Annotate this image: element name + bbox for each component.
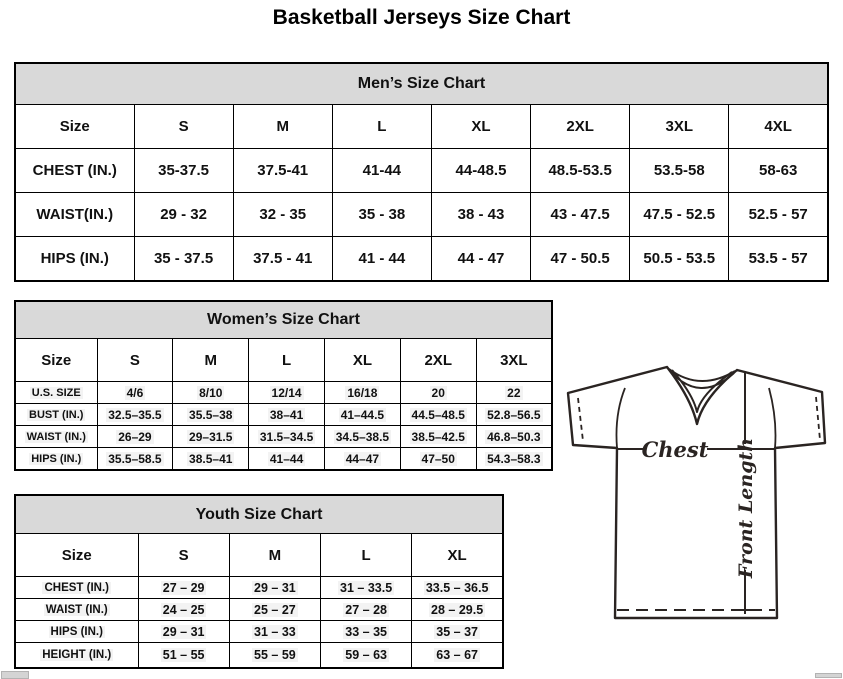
table-row	[15, 621, 503, 643]
cell-value: 38 - 43	[431, 193, 530, 237]
cell-value: 44.5–48.5	[400, 404, 476, 426]
cell-value: 52.5 - 57	[729, 193, 828, 237]
table-row	[15, 382, 552, 404]
row-label: HEIGHT (IN.)	[15, 643, 138, 669]
column-header: Size	[15, 105, 134, 149]
cell-value: 48.5-53.5	[531, 149, 630, 193]
cell-value: 35 - 38	[332, 193, 431, 237]
table-row	[15, 426, 552, 448]
cell-value: 26–29	[97, 426, 173, 448]
column-header: 4XL	[729, 105, 828, 149]
cell-value: 20	[400, 382, 476, 404]
cell-value: 63 – 67	[412, 643, 503, 669]
cell-value: 35.5–58.5	[97, 448, 173, 471]
row-label: HIPS (IN.)	[15, 237, 134, 282]
mens-table-title: Men’s Size Chart	[15, 63, 828, 105]
row-label: U.S. SIZE	[15, 382, 97, 404]
cell-value: 31 – 33	[229, 621, 320, 643]
cell-value: 54.3–58.3	[476, 448, 552, 471]
mens-header-row	[15, 105, 828, 149]
column-header: S	[134, 105, 233, 149]
table-row	[15, 448, 552, 471]
womens-header-row	[15, 339, 552, 382]
cell-value: 38.5–42.5	[400, 426, 476, 448]
cell-value: 41 - 44	[332, 237, 431, 282]
cell-value: 41-44	[332, 149, 431, 193]
row-label: HIPS (IN.)	[15, 448, 97, 471]
cell-value: 35 - 37.5	[134, 237, 233, 282]
row-label: HIPS (IN.)	[15, 621, 138, 643]
cell-value: 37.5 - 41	[233, 237, 332, 282]
cell-value: 24 – 25	[138, 599, 229, 621]
cell-value: 31.5–34.5	[249, 426, 325, 448]
cell-value: 12/14	[249, 382, 325, 404]
column-header: M	[229, 534, 320, 577]
cell-value: 35 – 37	[412, 621, 503, 643]
column-header: L	[249, 339, 325, 382]
table-row	[15, 404, 552, 426]
cell-value: 53.5-58	[630, 149, 729, 193]
cell-value: 32 - 35	[233, 193, 332, 237]
cell-value: 37.5-41	[233, 149, 332, 193]
cell-value: 31 – 33.5	[321, 577, 412, 599]
cell-value: 33 – 35	[321, 621, 412, 643]
cell-value: 28 – 29.5	[412, 599, 503, 621]
jersey-outline-icon	[568, 367, 825, 618]
cell-value: 33.5 – 36.5	[412, 577, 503, 599]
column-header: S	[97, 339, 173, 382]
row-label: CHEST (IN.)	[15, 577, 138, 599]
cell-value: 47–50	[400, 448, 476, 471]
cell-value: 4/6	[97, 382, 173, 404]
column-header: Size	[15, 534, 138, 577]
cell-value: 52.8–56.5	[476, 404, 552, 426]
cell-value: 41–44	[249, 448, 325, 471]
front-length-label: Front Length	[735, 437, 757, 579]
cell-value: 27 – 29	[138, 577, 229, 599]
mens-size-table	[14, 62, 829, 282]
womens-table-title: Women’s Size Chart	[15, 301, 552, 339]
youth-size-table	[14, 494, 504, 669]
cell-value: 34.5–38.5	[324, 426, 400, 448]
cell-value: 41–44.5	[324, 404, 400, 426]
cell-value: 22	[476, 382, 552, 404]
row-label: WAIST(IN.)	[15, 193, 134, 237]
cell-value: 44–47	[324, 448, 400, 471]
cell-value: 55 – 59	[229, 643, 320, 669]
cell-value: 32.5–35.5	[97, 404, 173, 426]
cell-value: 38.5–41	[173, 448, 249, 471]
row-label: CHEST (IN.)	[15, 149, 134, 193]
table-row	[15, 599, 503, 621]
column-header: 3XL	[630, 105, 729, 149]
cell-value: 46.8–50.3	[476, 426, 552, 448]
row-label: WAIST (IN.)	[15, 426, 97, 448]
page-title: Basketball Jerseys Size Chart	[272, 6, 571, 29]
cell-value: 44-48.5	[431, 149, 530, 193]
table-row	[15, 149, 828, 193]
cell-value: 38–41	[249, 404, 325, 426]
column-header: XL	[431, 105, 530, 149]
jersey-measurement-diagram	[558, 358, 843, 630]
row-label: WAIST (IN.)	[15, 599, 138, 621]
column-header: M	[233, 105, 332, 149]
youth-header-row	[15, 534, 503, 577]
column-header: Size	[15, 339, 97, 382]
column-header: XL	[412, 534, 503, 577]
scrollbar-fragment[interactable]	[1, 671, 29, 679]
cell-value: 8/10	[173, 382, 249, 404]
cell-value: 29 – 31	[138, 621, 229, 643]
scrollbar-fragment[interactable]	[815, 673, 842, 678]
table-row	[15, 237, 828, 282]
cell-value: 43 - 47.5	[531, 193, 630, 237]
cell-value: 35.5–38	[173, 404, 249, 426]
cell-value: 25 – 27	[229, 599, 320, 621]
table-row	[15, 577, 503, 599]
cell-value: 58-63	[729, 149, 828, 193]
column-header: XL	[324, 339, 400, 382]
cell-value: 47.5 - 52.5	[630, 193, 729, 237]
cell-value: 29 - 32	[134, 193, 233, 237]
cell-value: 35-37.5	[134, 149, 233, 193]
table-row	[15, 193, 828, 237]
womens-size-table	[14, 300, 553, 471]
column-header: L	[332, 105, 431, 149]
youth-table-title: Youth Size Chart	[15, 495, 503, 534]
cell-value: 50.5 - 53.5	[630, 237, 729, 282]
chest-label: Chest	[641, 437, 709, 462]
column-header: 3XL	[476, 339, 552, 382]
column-header: 2XL	[531, 105, 630, 149]
cell-value: 29 – 31	[229, 577, 320, 599]
cell-value: 51 – 55	[138, 643, 229, 669]
column-header: 2XL	[400, 339, 476, 382]
cell-value: 53.5 - 57	[729, 237, 828, 282]
cell-value: 59 – 63	[321, 643, 412, 669]
table-row	[15, 643, 503, 669]
column-header: L	[321, 534, 412, 577]
cell-value: 27 – 28	[321, 599, 412, 621]
cell-value: 29–31.5	[173, 426, 249, 448]
row-label: BUST (IN.)	[15, 404, 97, 426]
column-header: M	[173, 339, 249, 382]
cell-value: 44 - 47	[431, 237, 530, 282]
cell-value: 16/18	[324, 382, 400, 404]
cell-value: 47 - 50.5	[531, 237, 630, 282]
column-header: S	[138, 534, 229, 577]
collar-ribbing-icon	[669, 369, 735, 412]
